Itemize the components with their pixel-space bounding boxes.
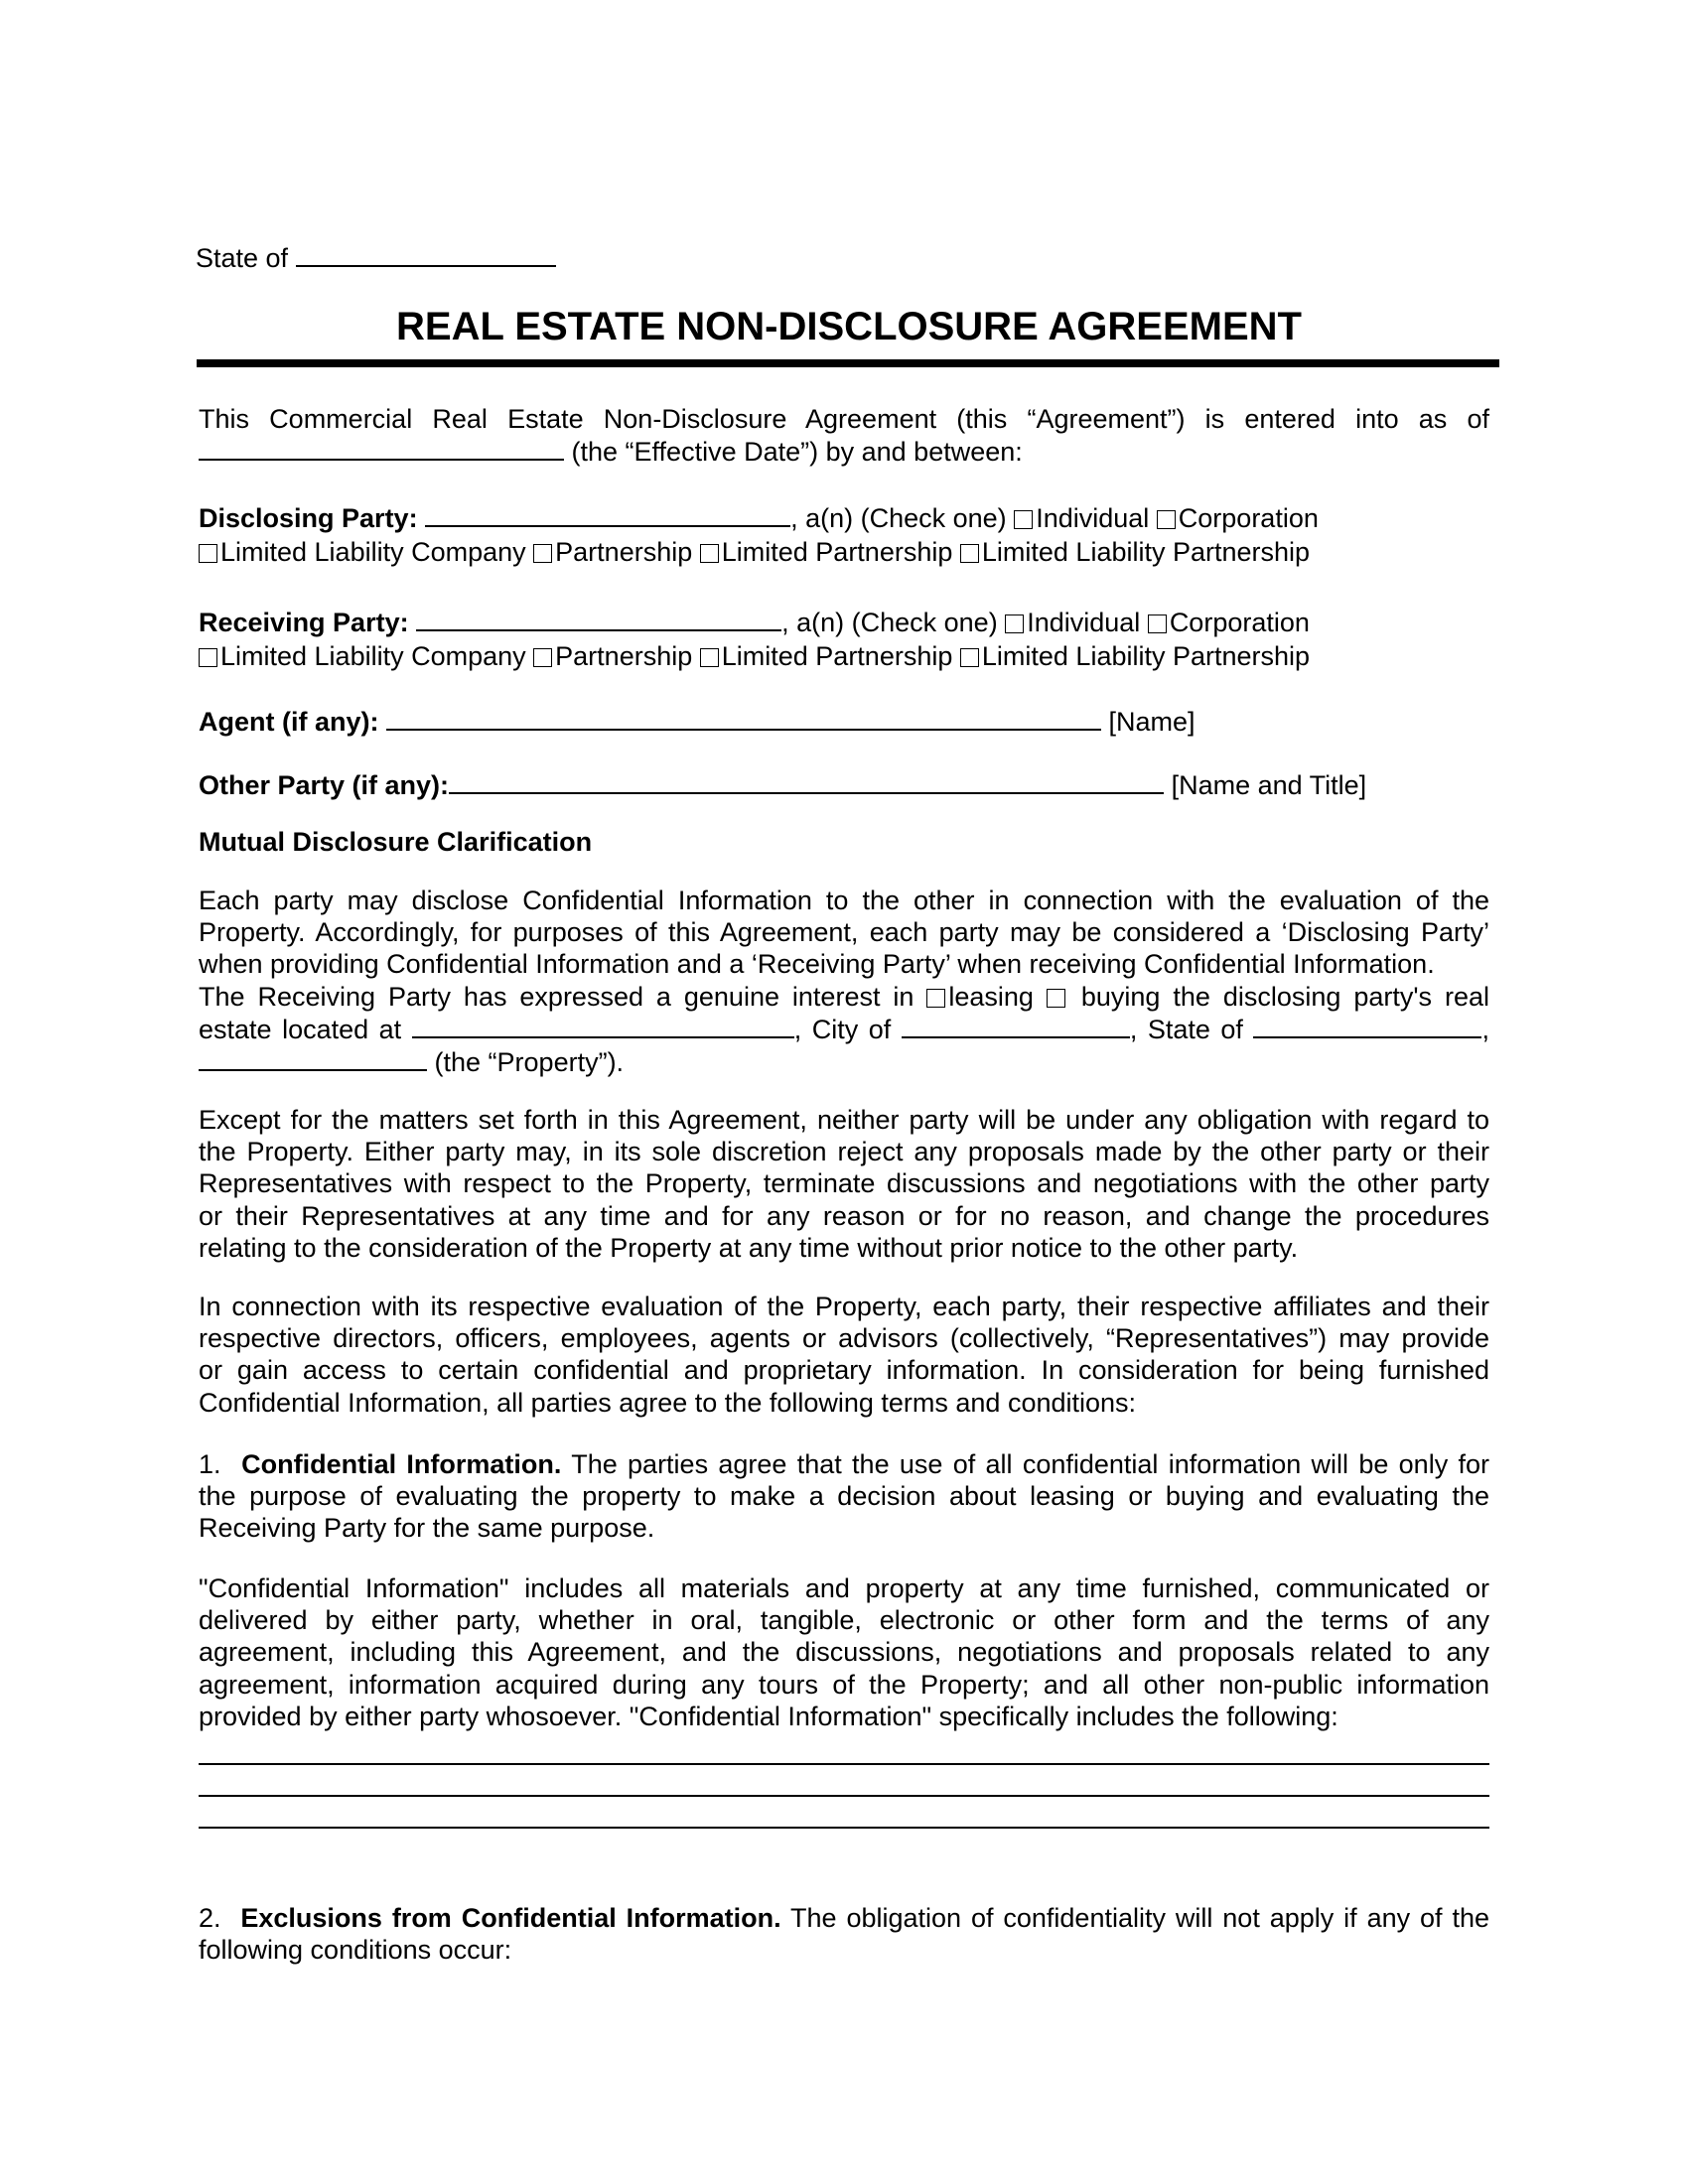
buying-label: buying the disclosing party's real	[1080, 981, 1489, 1012]
definition-line-5: provided by either party whosoever. "Confidential Information" specifically includes the following:	[199, 1701, 1338, 1731]
obligation-line-2: the Property. Either party may, in its sole discretion reject any proposals made by the other party or their	[199, 1137, 1489, 1167]
confidential-includes-blank-1[interactable]	[199, 1763, 1489, 1765]
disclosing-llp-checkbox[interactable]	[960, 544, 979, 563]
mutual-line-6	[199, 1045, 1489, 1078]
leasing-checkbox[interactable]	[926, 989, 945, 1008]
property-address-blank[interactable]	[412, 1013, 794, 1038]
disclosing-party-label: Disclosing Party:	[199, 503, 418, 533]
section-1-text: The parties agree that the use of all confidential information will be only for	[571, 1449, 1490, 1479]
section-2-number: 2.	[199, 1903, 221, 1933]
section-1-line-3: Receiving Party for the same purpose.	[199, 1513, 655, 1544]
section-2-line-1	[199, 1902, 1489, 1934]
obligation-line-5: relating to the consideration of the Property at any time without prior notice to the other party.	[199, 1232, 1299, 1263]
section-2-heading: Exclusions from Confidential Information.	[240, 1903, 781, 1933]
receiving-individual-label: Individual	[1027, 608, 1141, 637]
confidential-includes-blank-2[interactable]	[199, 1795, 1489, 1797]
representatives-line-4: Confidential Information, all parties agree to the following terms and conditions:	[199, 1387, 1137, 1418]
state-line	[196, 241, 556, 274]
receiving-party-name-blank[interactable]	[416, 606, 781, 631]
agent-name-blank[interactable]	[386, 705, 1101, 731]
representatives-paragraph	[199, 1291, 1489, 1419]
agent-label: Agent (if any):	[199, 707, 379, 737]
representatives-line-1: In connection with its respective evaluation of the Property, each party, their respective affiliates and their	[199, 1292, 1489, 1321]
obligation-line-1: Except for the matters set forth in this Agreement, neither party will be under any obligation with regard to	[199, 1105, 1489, 1135]
mutual-line-4	[199, 981, 1489, 1013]
agent-line	[199, 705, 1196, 738]
agent-suffix: [Name]	[1108, 707, 1196, 737]
section-2-text: The obligation of confidentiality will not apply if any of the	[790, 1903, 1489, 1933]
mutual-interest-text: The Receiving Party has expressed a genuine interest in	[199, 981, 914, 1012]
section-2-line-2: following conditions occur:	[199, 1935, 512, 1966]
disclosing-lp-checkbox[interactable]	[700, 544, 719, 563]
representatives-line-3: or gain access to certain confidential and proprietary information. In consideration for being furnished	[199, 1355, 1489, 1386]
disclosing-individual-checkbox[interactable]	[1014, 510, 1033, 529]
receiving-partnership-checkbox[interactable]	[533, 648, 552, 667]
disclosing-llc-label: Limited Liability Company	[220, 537, 526, 567]
disclosing-check-prompt: , a(n) (Check one)	[790, 503, 1007, 533]
receiving-party-line-1	[199, 606, 1310, 638]
state-of-label: , State of	[1129, 1014, 1243, 1044]
section-2	[199, 1902, 1489, 1966]
document-title: REAL ESTATE NON-DISCLOSURE AGREEMENT	[396, 305, 1302, 348]
property-state-blank[interactable]	[1253, 1013, 1481, 1038]
disclosing-lp-label: Limited Partnership	[721, 537, 953, 567]
receiving-llp-label: Limited Liability Partnership	[981, 641, 1311, 671]
mutual-line-2: Property. Accordingly, for purposes of this Agreement, each party may be considered a ‘Disclosing Party’	[199, 917, 1489, 948]
mutual-line-3: when providing Confidential Information and a ‘Receiving Party’ when receiving Confidential Information.	[199, 949, 1435, 980]
definition-line-3: agreement, including this Agreement, and the discussions, negotiations and proposals related to any	[199, 1637, 1489, 1668]
disclosing-party-line-1	[199, 501, 1319, 534]
confidential-includes-blank-3[interactable]	[199, 1827, 1489, 1829]
section-1-number: 1.	[199, 1449, 221, 1479]
city-label: , City of	[793, 1014, 892, 1044]
mutual-line-5	[199, 1013, 1489, 1045]
receiving-corporation-label: Corporation	[1169, 608, 1310, 637]
disclosing-corporation-label: Corporation	[1178, 503, 1319, 533]
disclosing-llc-checkbox[interactable]	[199, 544, 217, 563]
confidential-definition-paragraph	[199, 1572, 1489, 1732]
state-comma: ,	[1481, 1014, 1489, 1044]
disclosing-partnership-checkbox[interactable]	[533, 544, 552, 563]
property-city-blank[interactable]	[902, 1013, 1130, 1038]
state-label: State of	[196, 243, 289, 273]
disclosing-party-line-2	[199, 536, 1310, 568]
disclosing-party-name-blank[interactable]	[425, 501, 790, 527]
intro-line-2	[199, 435, 1489, 468]
receiving-party-label: Receiving Party:	[199, 608, 409, 637]
disclosing-llp-label: Limited Liability Partnership	[981, 537, 1311, 567]
disclosing-corporation-checkbox[interactable]	[1157, 510, 1176, 529]
other-party-line	[199, 768, 1366, 801]
intro-line-2-text: (the “Effective Date”) by and between:	[571, 437, 1023, 468]
definition-line-2: delivered by either party, whether in oral, tangible, electronic or other form and the terms of any	[199, 1605, 1489, 1636]
receiving-corporation-checkbox[interactable]	[1148, 614, 1167, 633]
obligation-line-4: or their Representatives at any time and for any reason or for no reason, and change the procedures	[199, 1200, 1489, 1231]
property-zip-blank[interactable]	[199, 1045, 427, 1071]
definition-line-1: "Confidential Information" includes all materials and property at any time furnished, communicated or	[199, 1573, 1489, 1603]
mutual-line-1: Each party may disclose Confidential Information to the other in connection with the evaluation of the	[199, 886, 1489, 915]
buying-checkbox[interactable]	[1047, 989, 1065, 1008]
mutual-disclosure-heading: Mutual Disclosure Clarification	[199, 827, 593, 857]
leasing-label: leasing	[948, 981, 1034, 1012]
intro-paragraph	[199, 403, 1489, 468]
effective-date-blank[interactable]	[199, 435, 564, 461]
section-1-heading: Confidential Information.	[241, 1449, 562, 1479]
other-party-name-blank[interactable]	[449, 768, 1164, 794]
disclosing-individual-label: Individual	[1036, 503, 1150, 533]
receiving-party-line-2	[199, 640, 1310, 672]
receiving-llp-checkbox[interactable]	[960, 648, 979, 667]
section-1	[199, 1448, 1489, 1545]
section-1-line-1	[199, 1448, 1489, 1480]
other-party-label: Other Party (if any):	[199, 770, 450, 800]
section-1-line-2: the purpose of evaluating the property to make a decision about leasing or buying and evaluating the	[199, 1481, 1489, 1512]
definition-line-4: agreement, information acquired during any tours of the Property; and all other non-public information	[199, 1669, 1489, 1700]
state-blank[interactable]	[296, 241, 556, 267]
mutual-paragraph	[199, 885, 1489, 1078]
estate-located-text: estate located at	[199, 1014, 402, 1044]
property-definition: (the “Property”).	[434, 1047, 625, 1078]
disclosing-partnership-label: Partnership	[555, 537, 693, 567]
receiving-individual-checkbox[interactable]	[1005, 614, 1024, 633]
receiving-lp-label: Limited Partnership	[721, 641, 953, 671]
obligation-line-3: Representatives with respect to the Property, terminate discussions and negotiations with the other party	[199, 1168, 1489, 1199]
other-party-suffix: [Name and Title]	[1171, 770, 1367, 800]
receiving-check-prompt: , a(n) (Check one)	[781, 608, 998, 637]
representatives-line-2: respective directors, officers, employees, agents or advisors (collectively, “Representatives”) may provide	[199, 1323, 1489, 1354]
receiving-lp-checkbox[interactable]	[700, 648, 719, 667]
obligation-paragraph	[199, 1104, 1489, 1264]
title-rule	[197, 359, 1499, 367]
receiving-llc-checkbox[interactable]	[199, 648, 217, 667]
intro-line-1: This Commercial Real Estate Non-Disclosure Agreement (this “Agreement”) is entered into as of	[199, 404, 1489, 434]
receiving-partnership-label: Partnership	[555, 641, 693, 671]
receiving-llc-label: Limited Liability Company	[220, 641, 526, 671]
